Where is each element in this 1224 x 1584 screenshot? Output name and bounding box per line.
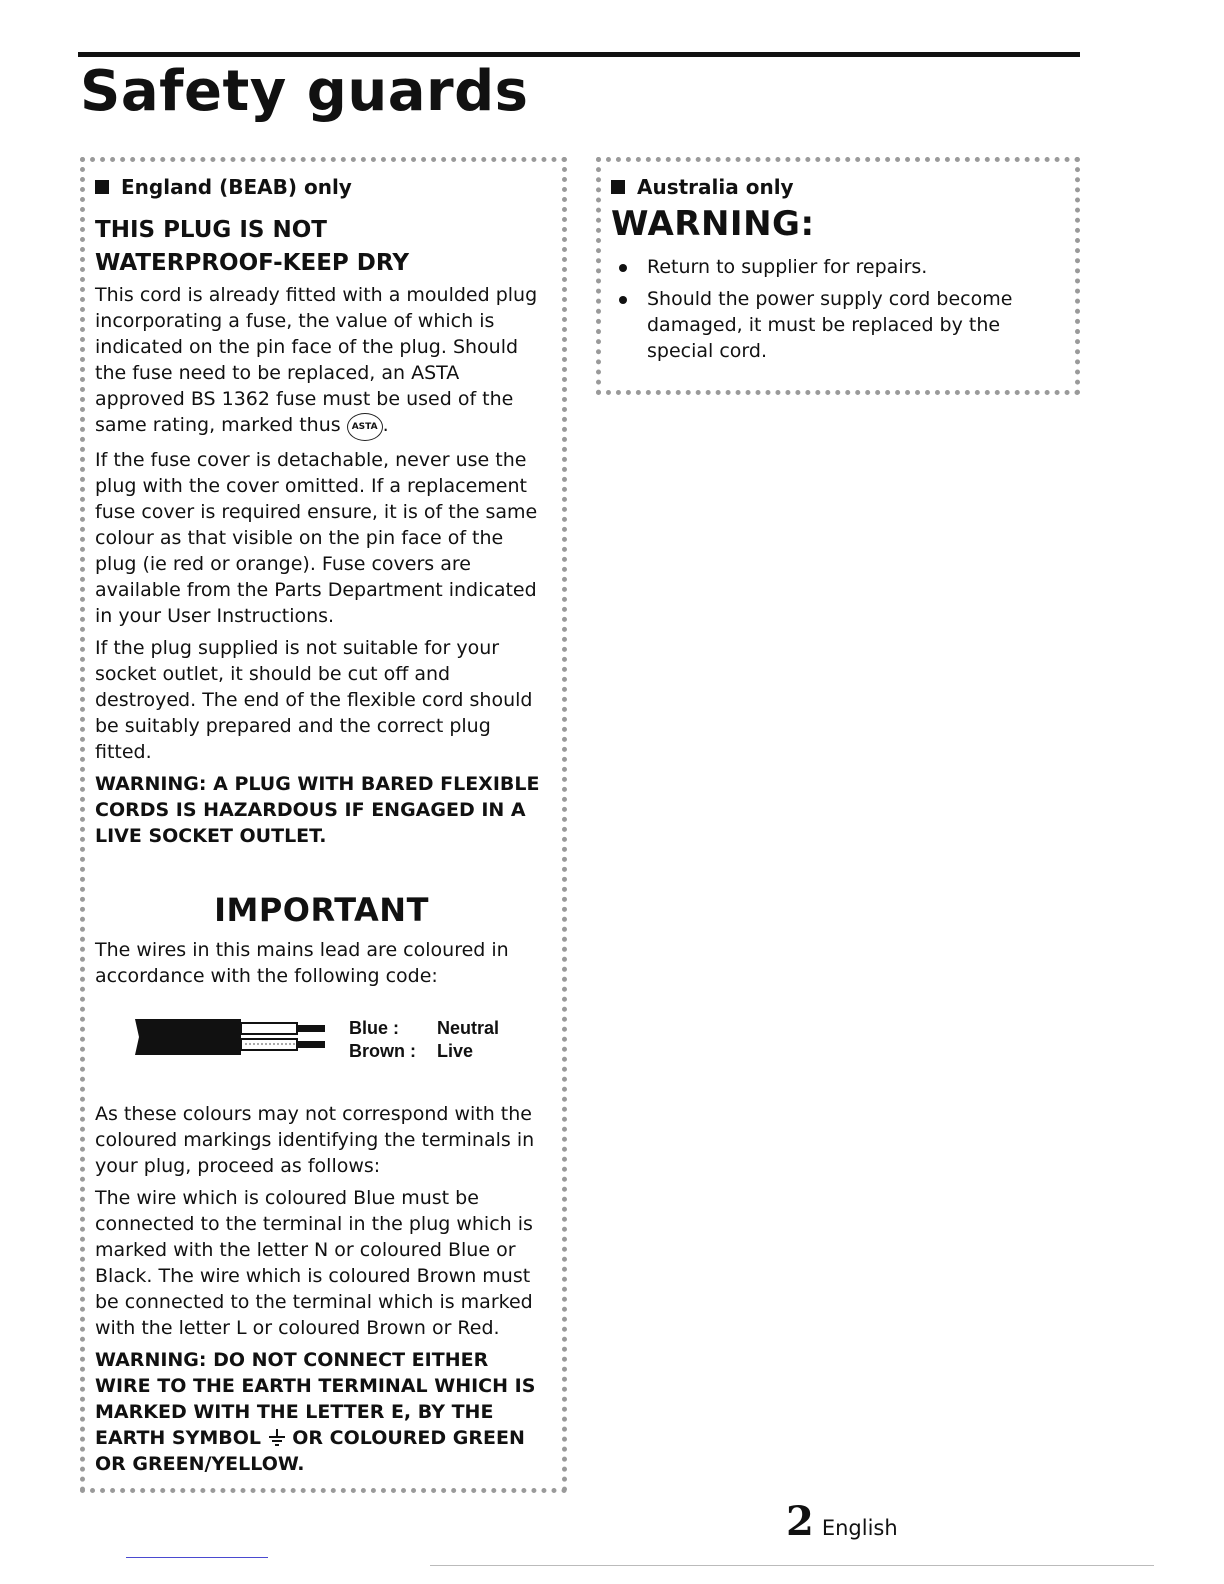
wire-legend bbox=[349, 1017, 499, 1063]
australia-heading-text: Australia only bbox=[637, 175, 794, 199]
earth-terminal-warning bbox=[95, 1347, 548, 1477]
fuse-cover-paragraph: If the fuse cover is detachable, never use the plug with the cover omitted. If a replacement fuse cover is required ensure, it is of the same colour as that visible on the pin face of the plug (ie red or orange). Fuse covers are available from the Parts Department indicated in your User Instructions. bbox=[95, 448, 538, 627]
england-heading bbox=[95, 174, 548, 200]
square-bullet-icon bbox=[611, 180, 625, 194]
page-footer bbox=[786, 1498, 898, 1545]
footer-rule-right bbox=[430, 1565, 1154, 1566]
plug-warning-headline-line1: THIS PLUG IS NOT bbox=[95, 217, 327, 243]
fuse-paragraph-text: This cord is already fitted with a moulded plug incorporating a fuse, the value of which is indicated on the pin face of the plug. Should the fuse need to be replaced, an ASTA approved BS 1362 fuse must be used of the same rating, marked thus bbox=[95, 283, 538, 436]
wire-code-diagram bbox=[95, 1003, 548, 1095]
australia-warning-title: WARNING: bbox=[611, 204, 815, 244]
top-rule bbox=[78, 52, 1080, 57]
australia-warning-list bbox=[611, 254, 1061, 364]
list-item: Return to supplier for repairs. bbox=[611, 254, 1061, 280]
wire-code-intro: The wires in this mains lead are coloured in accordance with the following code: bbox=[95, 938, 509, 987]
wire-meaning-label: Neutral bbox=[437, 1017, 500, 1038]
fuse-paragraph: This cord is already fitted with a moulded plug incorporating a fuse, the value of which is indicated on the pin face of the plug. Should the fuse need to be replaced, an ASTA approved BS 1362 fuse must be used of the same rating, marked thus ASTA . bbox=[95, 282, 548, 441]
earth-warning-part2: OR COLOURED GREEN OR GREEN/YELLOW. bbox=[95, 1426, 525, 1475]
page-language: English bbox=[821, 1516, 898, 1540]
page-title: Safety guards bbox=[80, 59, 529, 124]
england-section-content bbox=[95, 174, 548, 1483]
asta-mark-icon: ASTA bbox=[347, 413, 383, 441]
england-heading-text: England (BEAB) only bbox=[121, 175, 352, 199]
list-item: Should the power supply cord become damaged, it must be replaced by the special cord. bbox=[611, 286, 1061, 364]
australia-heading bbox=[611, 174, 1061, 200]
wire-legend-row bbox=[349, 1040, 499, 1063]
footer-rule-left bbox=[126, 1557, 268, 1558]
plug-replacement-paragraph: If the plug supplied is not suitable for your socket outlet, it should be cut off and destroyed. The end of the flexible cord should be suitably prepared and the correct plug fitted. bbox=[95, 636, 533, 763]
australia-section-box bbox=[596, 157, 1080, 395]
cable-illustration bbox=[131, 1017, 331, 1057]
wire-legend-row bbox=[349, 1017, 499, 1040]
square-bullet-icon bbox=[95, 180, 109, 194]
plug-warning-headline-line2: WATERPROOF-KEEP DRY bbox=[95, 249, 409, 276]
wire-color-label: Brown : bbox=[349, 1040, 416, 1061]
wiring-instructions-paragraph: The wire which is coloured Blue must be connected to the terminal in the plug which is marked with the letter N or coloured Blue or Black. The wire which is coloured Brown must be connected to the terminal which is marked with the letter L or coloured Brown or Red. bbox=[95, 1186, 533, 1339]
wire-color-label: Blue : bbox=[349, 1017, 400, 1038]
colour-mismatch-paragraph: As these colours may not correspond with the coloured markings identifying the terminals in your plug, proceed as follows: bbox=[95, 1102, 535, 1177]
australia-section-content bbox=[611, 174, 1061, 370]
wire-meaning-label: Live bbox=[437, 1040, 474, 1061]
earth-warning-part1: WARNING: DO NOT CONNECT EITHER WIRE TO THE EARTH TERMINAL WHICH IS MARKED WITH THE LETTER E, BY THE EARTH SYMBOL bbox=[95, 1348, 536, 1449]
important-heading: IMPORTANT bbox=[214, 890, 429, 929]
page-number: 2 bbox=[786, 1498, 814, 1545]
england-section-box bbox=[80, 157, 567, 1493]
earth-symbol-icon bbox=[268, 1428, 286, 1446]
bared-cord-warning: WARNING: A PLUG WITH BARED FLEXIBLE CORDS IS HAZARDOUS IF ENGAGED IN A LIVE SOCKET OUTLET. bbox=[95, 772, 540, 847]
